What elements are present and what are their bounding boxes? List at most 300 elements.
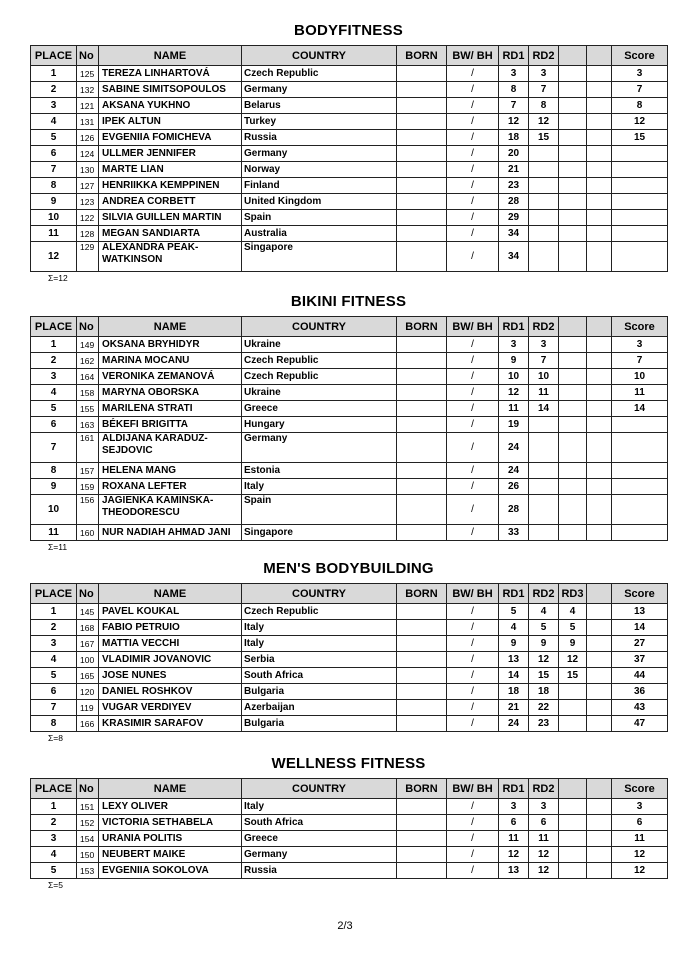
rd1-cell: 12 (499, 114, 529, 130)
rd3-cell (559, 385, 587, 401)
rd1-cell: 9 (499, 353, 529, 369)
athlete-name: ALEXANDRA PEAK-WATKINSON (99, 242, 242, 272)
place-cell: 4 (31, 652, 77, 668)
country-cell: Spain (242, 210, 397, 226)
rd3-cell: 5 (559, 620, 587, 636)
athlete-name: HELENA MANG (99, 463, 242, 479)
blank-header (587, 584, 612, 604)
number-cell: 150 (77, 847, 99, 863)
bwbh-cell: / (447, 353, 499, 369)
number-cell: 160 (77, 525, 99, 541)
rd3-cell (559, 194, 587, 210)
rd1-cell: 11 (499, 831, 529, 847)
born-cell (397, 385, 447, 401)
born-cell (397, 337, 447, 353)
country-cell: Ukraine (242, 337, 397, 353)
place-header: PLACE (31, 46, 77, 66)
born-cell (397, 178, 447, 194)
number-cell: 151 (77, 799, 99, 815)
header-row (31, 46, 668, 66)
blank-cell (587, 668, 612, 684)
score-cell: 15 (612, 130, 668, 146)
rd2-header: RD2 (529, 584, 559, 604)
rd1-cell: 24 (499, 716, 529, 732)
score-cell (612, 417, 668, 433)
rd1-cell: 13 (499, 863, 529, 879)
rd1-cell: 24 (499, 463, 529, 479)
place-cell: 9 (31, 479, 77, 495)
number-cell: 132 (77, 82, 99, 98)
score-cell: 44 (612, 668, 668, 684)
rd1-cell: 12 (499, 385, 529, 401)
table-row (31, 620, 668, 636)
rd3-cell: 12 (559, 652, 587, 668)
place-cell: 6 (31, 684, 77, 700)
blank-header (587, 46, 612, 66)
blank-cell (587, 700, 612, 716)
athlete-name: ALDIJANA KARADUZ-SEJDOVIC (99, 433, 242, 463)
blank-cell (587, 604, 612, 620)
bwbh-cell: / (447, 652, 499, 668)
score-cell: 3 (612, 337, 668, 353)
rd3-cell: 15 (559, 668, 587, 684)
table-row (31, 242, 668, 272)
score-header: Score (612, 779, 668, 799)
rd3-cell (559, 495, 587, 525)
born-cell (397, 114, 447, 130)
rd2-cell (529, 433, 559, 463)
athlete-name: MARILENA STRATI (99, 401, 242, 417)
born-cell (397, 162, 447, 178)
rd2-cell: 3 (529, 799, 559, 815)
born-cell (397, 417, 447, 433)
country-cell: Greece (242, 401, 397, 417)
rd1-cell: 19 (499, 417, 529, 433)
rd3-cell (559, 66, 587, 82)
bwbh-cell: / (447, 863, 499, 879)
name-header: NAME (99, 46, 242, 66)
number-cell: 164 (77, 369, 99, 385)
born-cell (397, 226, 447, 242)
score-cell: 11 (612, 385, 668, 401)
score-cell: 3 (612, 799, 668, 815)
rd1-header: RD1 (499, 779, 529, 799)
athlete-name: LEXY OLIVER (99, 799, 242, 815)
blank-cell (587, 525, 612, 541)
rd1-cell: 23 (499, 178, 529, 194)
score-cell: 12 (612, 863, 668, 879)
number-cell: 120 (77, 684, 99, 700)
bwbh-header: BW/ BH (447, 46, 499, 66)
number-cell: 154 (77, 831, 99, 847)
name-header: NAME (99, 779, 242, 799)
country-cell: Czech Republic (242, 353, 397, 369)
table-row (31, 130, 668, 146)
rd1-cell: 18 (499, 684, 529, 700)
bwbh-cell: / (447, 847, 499, 863)
born-cell (397, 369, 447, 385)
number-cell: 126 (77, 130, 99, 146)
country-cell: Singapore (242, 525, 397, 541)
bwbh-cell: / (447, 178, 499, 194)
name-header: NAME (99, 584, 242, 604)
score-cell: 12 (612, 114, 668, 130)
table-row (31, 226, 668, 242)
number-cell: 129 (77, 242, 99, 272)
born-cell (397, 242, 447, 272)
number-cell: 124 (77, 146, 99, 162)
rd3-cell (559, 162, 587, 178)
rd2-cell (529, 479, 559, 495)
section-title: BODYFITNESS (294, 22, 403, 39)
bwbh-cell: / (447, 337, 499, 353)
rd3-cell (559, 700, 587, 716)
bwbh-cell: / (447, 463, 499, 479)
rd2-cell (529, 525, 559, 541)
rd3-cell (559, 433, 587, 463)
country-cell: Italy (242, 620, 397, 636)
score-cell (612, 495, 668, 525)
rd2-cell: 5 (529, 620, 559, 636)
score-cell (612, 178, 668, 194)
blank-cell (587, 146, 612, 162)
rd2-cell (529, 495, 559, 525)
table-row (31, 162, 668, 178)
blank-cell (587, 831, 612, 847)
athlete-name: MARYNA OBORSKA (99, 385, 242, 401)
score-cell (612, 479, 668, 495)
place-cell: 6 (31, 146, 77, 162)
rd1-cell: 13 (499, 652, 529, 668)
table-row (31, 417, 668, 433)
table-row (31, 369, 668, 385)
score-cell (612, 242, 668, 272)
born-header: BORN (397, 46, 447, 66)
country-cell: Czech Republic (242, 604, 397, 620)
rd1-header: RD1 (499, 584, 529, 604)
athlete-name: MATTIA VECCHI (99, 636, 242, 652)
table-row (31, 479, 668, 495)
rd2-cell: 7 (529, 82, 559, 98)
country-cell: Bulgaria (242, 716, 397, 732)
place-cell: 9 (31, 194, 77, 210)
bwbh-cell: / (447, 194, 499, 210)
born-cell (397, 799, 447, 815)
born-header: BORN (397, 317, 447, 337)
table-row (31, 799, 668, 815)
bwbh-cell: / (447, 369, 499, 385)
athlete-name: OKSANA BRYHIDYR (99, 337, 242, 353)
bwbh-cell: / (447, 684, 499, 700)
score-header: Score (612, 46, 668, 66)
blank-cell (587, 178, 612, 194)
bwbh-cell: / (447, 831, 499, 847)
number-cell: 157 (77, 463, 99, 479)
rd3-cell (559, 463, 587, 479)
place-cell: 10 (31, 495, 77, 525)
bwbh-cell: / (447, 815, 499, 831)
bwbh-header: BW/ BH (447, 317, 499, 337)
score-cell: 8 (612, 98, 668, 114)
born-cell (397, 146, 447, 162)
blank-cell (587, 337, 612, 353)
rd3-cell (559, 242, 587, 272)
results-table (30, 45, 668, 272)
number-cell: 167 (77, 636, 99, 652)
number-cell: 155 (77, 401, 99, 417)
score-cell: 3 (612, 66, 668, 82)
born-cell (397, 620, 447, 636)
rd2-cell: 12 (529, 863, 559, 879)
blank-cell (587, 815, 612, 831)
country-cell: Singapore (242, 242, 397, 272)
no-header: No (77, 584, 99, 604)
score-cell (612, 525, 668, 541)
rd3-cell (559, 353, 587, 369)
place-cell: 10 (31, 210, 77, 226)
rd3-cell (559, 146, 587, 162)
athlete-name: MARINA MOCANU (99, 353, 242, 369)
bwbh-cell: / (447, 146, 499, 162)
country-cell: Greece (242, 831, 397, 847)
rd1-cell: 28 (499, 495, 529, 525)
table-row (31, 385, 668, 401)
place-cell: 3 (31, 636, 77, 652)
rd1-cell: 3 (499, 66, 529, 82)
number-cell: 127 (77, 178, 99, 194)
athlete-name: BÉKEFI BRIGITTA (99, 417, 242, 433)
place-cell: 5 (31, 668, 77, 684)
born-cell (397, 652, 447, 668)
blank-cell (587, 495, 612, 525)
rd3-cell (559, 82, 587, 98)
athlete-name: ROXANA LEFTER (99, 479, 242, 495)
bwbh-cell: / (447, 385, 499, 401)
table-row (31, 337, 668, 353)
number-cell: 158 (77, 385, 99, 401)
place-cell: 11 (31, 226, 77, 242)
table-row (31, 401, 668, 417)
table-row (31, 194, 668, 210)
born-header: BORN (397, 584, 447, 604)
rd3-cell (559, 337, 587, 353)
number-cell: 162 (77, 353, 99, 369)
score-cell: 27 (612, 636, 668, 652)
rd1-cell: 24 (499, 433, 529, 463)
section-title: MEN'S BODYBUILDING (263, 560, 434, 577)
blank-header (587, 317, 612, 337)
bwbh-cell: / (447, 604, 499, 620)
place-cell: 3 (31, 98, 77, 114)
score-header: Score (612, 317, 668, 337)
country-cell: Hungary (242, 417, 397, 433)
born-cell (397, 130, 447, 146)
athlete-name: URANIA POLITIS (99, 831, 242, 847)
country-cell: Russia (242, 863, 397, 879)
place-header: PLACE (31, 584, 77, 604)
place-cell: 12 (31, 242, 77, 272)
rd2-cell (529, 226, 559, 242)
bwbh-cell: / (447, 242, 499, 272)
country-cell: Czech Republic (242, 66, 397, 82)
born-cell (397, 82, 447, 98)
athlete-name: ANDREA CORBETT (99, 194, 242, 210)
bwbh-cell: / (447, 636, 499, 652)
score-cell: 37 (612, 652, 668, 668)
number-cell: 166 (77, 716, 99, 732)
rd1-cell: 14 (499, 668, 529, 684)
country-cell: South Africa (242, 815, 397, 831)
rd2-cell: 15 (529, 668, 559, 684)
blank-header (587, 779, 612, 799)
country-cell: Italy (242, 799, 397, 815)
blank-cell (587, 130, 612, 146)
rd3-header (559, 779, 587, 799)
born-cell (397, 831, 447, 847)
number-cell: 121 (77, 98, 99, 114)
number-cell: 145 (77, 604, 99, 620)
athlete-name: SILVIA GUILLEN MARTIN (99, 210, 242, 226)
sigma-count: Σ=11 (48, 542, 68, 552)
place-cell: 1 (31, 337, 77, 353)
born-cell (397, 210, 447, 226)
name-header: NAME (99, 317, 242, 337)
bwbh-header: BW/ BH (447, 584, 499, 604)
born-cell (397, 495, 447, 525)
bwbh-cell: / (447, 479, 499, 495)
athlete-name: ULLMER JENNIFER (99, 146, 242, 162)
country-cell: Serbia (242, 652, 397, 668)
rd2-cell: 6 (529, 815, 559, 831)
rd1-cell: 18 (499, 130, 529, 146)
number-cell: 131 (77, 114, 99, 130)
table-row (31, 700, 668, 716)
number-cell: 149 (77, 337, 99, 353)
rd2-cell (529, 417, 559, 433)
place-cell: 5 (31, 401, 77, 417)
born-cell (397, 668, 447, 684)
sigma-count: Σ=5 (48, 880, 63, 890)
country-cell: Turkey (242, 114, 397, 130)
blank-cell (587, 863, 612, 879)
bwbh-cell: / (447, 130, 499, 146)
born-cell (397, 98, 447, 114)
rd1-cell: 33 (499, 525, 529, 541)
place-cell: 1 (31, 66, 77, 82)
bwbh-cell: / (447, 433, 499, 463)
place-header: PLACE (31, 779, 77, 799)
bwbh-cell: / (447, 716, 499, 732)
table-row (31, 463, 668, 479)
table-row (31, 831, 668, 847)
rd1-cell: 21 (499, 162, 529, 178)
rd1-cell: 5 (499, 604, 529, 620)
bwbh-cell: / (447, 66, 499, 82)
score-cell: 13 (612, 604, 668, 620)
table-row (31, 847, 668, 863)
rd1-cell: 21 (499, 700, 529, 716)
blank-cell (587, 369, 612, 385)
rd3-cell (559, 863, 587, 879)
rd3-cell (559, 226, 587, 242)
table-row (31, 495, 668, 525)
blank-cell (587, 82, 612, 98)
score-cell: 10 (612, 369, 668, 385)
no-header: No (77, 779, 99, 799)
rd2-cell (529, 242, 559, 272)
athlete-name: EVGENIIA FOMICHEVA (99, 130, 242, 146)
rd2-header: RD2 (529, 46, 559, 66)
country-cell: Russia (242, 130, 397, 146)
bwbh-cell: / (447, 401, 499, 417)
born-cell (397, 815, 447, 831)
score-cell: 6 (612, 815, 668, 831)
athlete-name: PAVEL KOUKAL (99, 604, 242, 620)
country-cell: Bulgaria (242, 684, 397, 700)
country-cell: Italy (242, 636, 397, 652)
rd3-cell (559, 831, 587, 847)
blank-cell (587, 401, 612, 417)
rd1-cell: 9 (499, 636, 529, 652)
rd3-cell (559, 684, 587, 700)
sigma-count: Σ=8 (48, 733, 63, 743)
number-cell: 128 (77, 226, 99, 242)
place-cell: 5 (31, 130, 77, 146)
rd1-cell: 29 (499, 210, 529, 226)
page-number: 2/3 (337, 920, 353, 932)
place-cell: 3 (31, 831, 77, 847)
rd2-cell: 3 (529, 337, 559, 353)
rd2-cell: 14 (529, 401, 559, 417)
number-cell: 161 (77, 433, 99, 463)
place-cell: 4 (31, 114, 77, 130)
born-cell (397, 863, 447, 879)
athlete-name: AKSANA YUKHNO (99, 98, 242, 114)
bwbh-cell: / (447, 620, 499, 636)
table-row (31, 684, 668, 700)
born-cell (397, 847, 447, 863)
table-row (31, 433, 668, 463)
born-cell (397, 401, 447, 417)
rd2-cell: 15 (529, 130, 559, 146)
place-cell: 4 (31, 847, 77, 863)
table-row (31, 210, 668, 226)
country-cell: Germany (242, 82, 397, 98)
rd2-cell: 11 (529, 385, 559, 401)
place-cell: 4 (31, 385, 77, 401)
rd1-cell: 3 (499, 799, 529, 815)
rd1-cell: 26 (499, 479, 529, 495)
athlete-name: NUR NADIAH AHMAD JANI (99, 525, 242, 541)
sigma-count: Σ=12 (48, 273, 68, 283)
athlete-name: EVGENIIA SOKOLOVA (99, 863, 242, 879)
bwbh-cell: / (447, 226, 499, 242)
place-cell: 7 (31, 700, 77, 716)
rd3-header: RD3 (559, 584, 587, 604)
score-cell (612, 146, 668, 162)
blank-cell (587, 620, 612, 636)
born-cell (397, 525, 447, 541)
number-cell: 165 (77, 668, 99, 684)
bwbh-cell: / (447, 668, 499, 684)
section-title: WELLNESS FITNESS (271, 755, 426, 772)
rd1-cell: 10 (499, 369, 529, 385)
born-cell (397, 433, 447, 463)
bwbh-cell: / (447, 525, 499, 541)
place-cell: 7 (31, 162, 77, 178)
born-header: BORN (397, 779, 447, 799)
score-cell: 7 (612, 353, 668, 369)
